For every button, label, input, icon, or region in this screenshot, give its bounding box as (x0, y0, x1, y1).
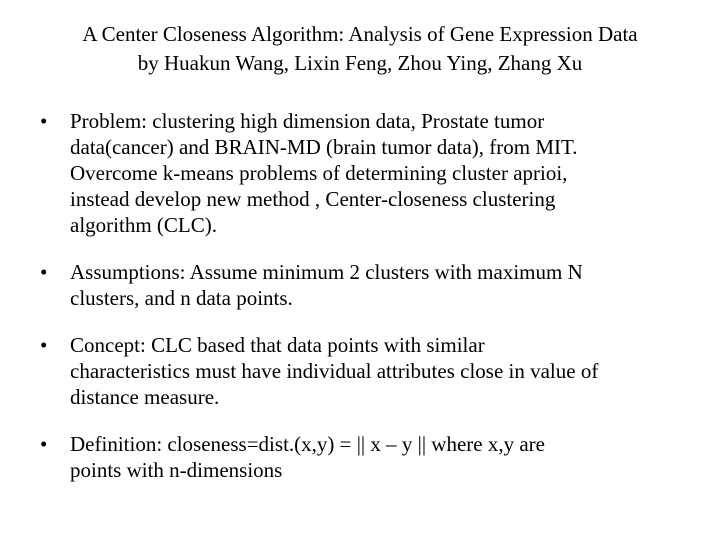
bullet-definition (40, 431, 700, 483)
title-line: A Center Closeness Algorithm: Analysis of Gene Expression Data (82, 22, 638, 46)
slide-title (20, 20, 700, 78)
bullet-text (70, 332, 700, 410)
bullet-dot: • (40, 260, 48, 284)
bullet-line: Overcome k-means problems of determining cluster aprioi, (70, 161, 568, 185)
bullet-line: instead develop new method , Center-closeness clustering (70, 187, 556, 211)
bullet-line: characteristics must have individual attributes close in value of (70, 359, 599, 383)
bullet-line: Problem: clustering high dimension data, Prostate tumor (70, 109, 545, 133)
bullet-line: distance measure. (70, 385, 220, 409)
bullet-line: Definition: closeness=dist.(x,y) = || x – y || where x,y are (70, 432, 545, 456)
bullet-line: points with n-dimensions (70, 458, 283, 482)
bullet-dot: • (40, 109, 48, 133)
bullet-dot: • (40, 432, 48, 456)
bullet-dot: • (40, 333, 48, 357)
bullet-assumptions (40, 259, 700, 311)
bullet-text (70, 431, 700, 483)
bullet-concept (40, 332, 700, 410)
bullet-line: Concept: CLC based that data points with similar (70, 333, 485, 357)
title-line-authors: by Huakun Wang, Lixin Feng, Zhou Ying, Zhang Xu (137, 51, 583, 75)
bullet-text (70, 259, 700, 311)
bullet-text (70, 108, 700, 238)
bullet-line: data(cancer) and BRAIN-MD (brain tumor data), from MIT. (70, 135, 578, 159)
bullet-line: clusters, and n data points. (70, 286, 293, 310)
bullet-list (40, 108, 700, 504)
bullet-line: Assumptions: Assume minimum 2 clusters with maximum N (70, 260, 583, 284)
bullet-problem (40, 108, 700, 238)
bullet-line: algorithm (CLC). (70, 213, 217, 237)
